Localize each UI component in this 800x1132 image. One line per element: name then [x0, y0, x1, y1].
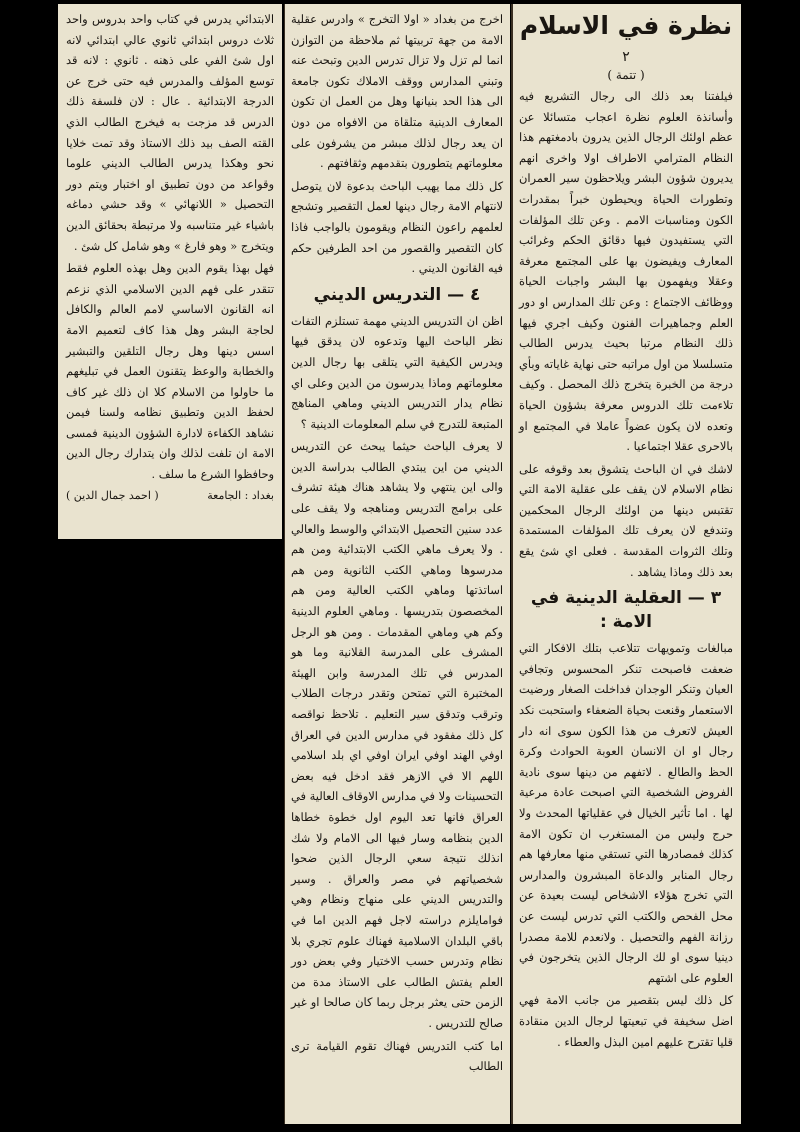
middle-section-paragraph-1: اظن ان التدريس الديني مهمة تستلزم التفات نظر الباحث اليها وتدعوه لان يدقق فيها ويدرس الكيفية التي يتلقى بها رجال الدين معلوماتهم وماذا يدرسون من الدين وعلى اي نظام يدار التدريس الديني وماهي المناهج المتبعة للتدرج في سلم المعلومات الدينية ؟: [291, 313, 503, 431]
column-divider: [284, 4, 285, 1124]
middle-section-text: [291, 311, 503, 1077]
byline: [66, 487, 274, 505]
middle-section-paragraph-2: لا يعرف الباحث حيثما يبحث عن التدريس الديني من اين يبتدي الطالب بدراسة الدين والى اين ينتهي ولا يشاهد هناك هيئة تشرف على برامج التدريس ومناهجه ولا يقف على عدد سنين التحصيل الابتدائي والوسط والعالي . ولا يعرف ماهي الكتب الابتدائية ومن هم مدرسوها وماهي الكتب الثانوية ومن هم اساتذتها وماهي الكتب العالية ومن هم المخصصون بتدريسها . وماهي العلوم الدينية وكم هي وماهي المقدمات . ومن هو الرجل المشرف على المدرسة القلانية وما هو المدرس في تلك المدرسة وابن الهيئة المختبرة التي تمتحن وتقدر درجات الطلاب وترقب وتدقق سير التعليم . تلاحظ نواقصه كل ذلك مفقود في مدارس الدين في العراق اوفي الهند اوفي ايران اوفي اي بلد اسلامي اللهم الا في الازهر فقد ادخل فيه بعض التحسينات ولا في مدارس الاوقاف العالية في العراق فانها تعد اليوم اول خطوة خطاها الدين بنظامه وسار فيها الى الامام ولا شك انذلك نتيجة سعي الرجال الذين ضحوا شخصياتهم في مصر والعراق . وسير والتدريس الديني على منهاج ونظام وهي فوامايلزم دراسته لاجل فهم الدين اما في باقي البلدان الاسلامية فهناك علوم تجري بلا نظام وتدرس حسب الاختيار وفي بعض دور العلم يفتش الطالب على الاستاذ مدة من الزمن حتى يعثر برجل ربما كان صالحا او غير صالح للتدريس .: [291, 439, 503, 1030]
middle-section-paragraph-3: اما كتب التدريس فهناك تقوم القيامة ترى الطالب: [291, 1038, 503, 1074]
middle-paragraph-1: اخرج من بغداد « اولا التخرج » وادرس عقلية الامة من جهة تربيتها ثم ملاحظة من التوازن انما لم تزل ولا تزال تدرس الدين وتبحث عنه وتبني المدارس ووقف الاملاك تكون جامعة الى هذا الحد بنيانها وهل من العمل ان تكون المعارف الدينية متلقاة من الافواه من دون ان يعد رجال لذلك مبشر من يشرفون على معلوماتهم يتطورون بتقدمهم وثقافتهم .: [291, 12, 503, 171]
byline-place: بغداد : الجامعة: [207, 488, 274, 502]
section-heading-religious-mentality: ٣ — العقلية الدينية في الامة :: [530, 588, 722, 633]
middle-paragraph-2: كل ذلك مما يهيب الباحث بدعوة لان يتوصل لانتهام الامة رجال دينها لعمل التقصير وتشجع لعلمهم راعون النظام ويقومون بالواجب فاذا كان التقصير والقصور من احد الطرفين حكم فيه القانون الديني .: [291, 178, 503, 276]
middle-column-text: [291, 9, 503, 279]
section-heading-religious-teaching: ٤ — التدريس الديني: [313, 284, 481, 305]
right-paragraph-1: فيلفتنا بعد ذلك الى رجال التشريع فيه وأسانذة العلوم نظرة اعجاب متسائلا عن عظم اولئك الرجال الذين يدرون بادمغتهم هذا النظام المترامي الاطراف اولا واخرى انهم يديرون شؤون البشر ويلاحظون سير العمران وتطورات الحياة ويحيطون خبراً بمقدرات الكون ومناسبات الامم . وعن تلك المؤلفات التي يستفيدون فيها دقائق الحكم وغرائب المعارف ويفيضون بها على المجتمع معرفة وعقلا ويفهمون بها البشر واجبات الحياة ووظائف الاجتماع : وعن تلك المدارس او دور العلم وجماهيرات الفنون وكيف اجري فيها ذلك النظام مرتبا بحيث يدرس الطالب متسلسلا من اول مراتبه حتى نهاية غاياته وبأي درجة من الخبرة يتخرج ذلك المحصل . وكيف تلاءمت تلك الدروس معرفة بشؤون الحياة وتعده لان يكون عضواً عاملا في المجتمع او بالاحرى عقلا اجتماعيا .: [519, 89, 733, 454]
column-right: [511, 4, 741, 1124]
right-section-text: [519, 638, 733, 1052]
column-divider: [511, 4, 513, 1124]
article-part-marker: [519, 48, 733, 84]
part-number: ٢: [622, 49, 630, 65]
right-section-paragraph-2: كل ذلك ليس بتقصير من جانب الامة فهي اضل سخيفة في تبعيتها لرجال الدين منقادة قليا تقترح عليهم امين البذل والعطاء .: [519, 993, 733, 1049]
left-paragraph-1: الابتدائي يدرس في كتاب واحد بدروس واحد ثلاث دروس ابتدائي ثانوي عالي ابتدائي لانه اول شئ الفي على ذهنه . ثانوي : لانه قد توسع المؤلف والمدرس فيه حتى خرج عن الدرجة الابتدائية . عال : لان فلسفة ذلك الدرس قد مزجت به فيخرج الطالب الذي القته الصف بيد ذلك الاستاذ وقد تمت خلايا نحو وهكذا يدرس الطالب الديني علوما وقواعد من دون تطبيق او اختبار ويتم دور التحصيل « اللانهائي » وقد حشي دماغه باشياء غير متناسبه ولا مرتبطة بحقائق الدين ويتخرج « وهو فارغ » وهو شامل كل شئ .: [66, 12, 274, 253]
left-paragraph-2: فهل بهذا يقوم الدين وهل بهذه العلوم فقط تتقدر على فهم الدين الاسلامي الذي نزعم انه القانون الاساسي لامم العالم والكافل لحاجة البشر وهل هذا كاف لتعميم الامة اسس دينها وهل رجال التلقين والتبشير والخطابة والوعظ يتقنون العمل في تبليغهم ما حاولوا من الاسلام كلا ان ذلك غير كاف لحفظ الدين وتطبيق نظامه ولسنا فيمن نشاهد الكفاءة لادارة الشؤون الدينية فمسى الامة ان تلفت لذلك وان يتدارك رجال الدين وحافظوا الشرع ما سلف .: [66, 261, 274, 482]
left-column-text: [66, 9, 274, 485]
right-section-paragraph-1: مبالغات وتمويهات تتلاعب بتلك الافكار التي ضعفت فاصبحت تنكر المحسوس وتجافي العيان وتنكر الوجدان فداخلت الصغار ورضيت الاستعمار وقنعت بحياة الضعفاء واستحبت نكد العيش لاتعرف من هذا الكون سوى انه دار رجال او ان الانسان العوبة الحوادث وكرة الحظ والطالع . لاتفهم من دينها سوى نادية الفروض الشخصية التي اصبحت عادة مرعية لها . اما تأثير الخيال في عقلياتها المحدث ولا حرج وليس من المستغرب ان تكون الامة كذلك فمصادرها التي تستقي منها معارفها هم رجال المنابر والدعاة المبشرون والمدارس التي تخرج هؤلاء الاشخاص ليست بعيدة عن محل الفحص والكتب التي تدرس ليست عن رزانة الفهم والتحصيل . ولانعدم للامة مصدرا دينيا سوى او لك الرجال الذين يتخرجون في العلوم على اشتهم: [519, 641, 733, 985]
right-column-text: [519, 86, 733, 582]
byline-author: ( احمد جمال الدين ): [66, 488, 159, 502]
column-left: [58, 4, 282, 539]
right-paragraph-2: لاشك في ان الباحث يتشوق بعد وقوفه على نظام الاسلام لان يقف على عقلية الامة التي تقتبس دينها من اولئك الرجال المحكمين وتندفع لان يعرف تلك المؤلفات المستمدة وتلك الثروات المقدسة . فعلى اي شئ يقع بعد ذلك وماذا يشاهد .: [519, 461, 733, 579]
continued-label: ( تتمة ): [607, 68, 645, 82]
column-middle: [284, 4, 510, 1124]
article-title: نظرة في الاسلام: [519, 11, 733, 40]
